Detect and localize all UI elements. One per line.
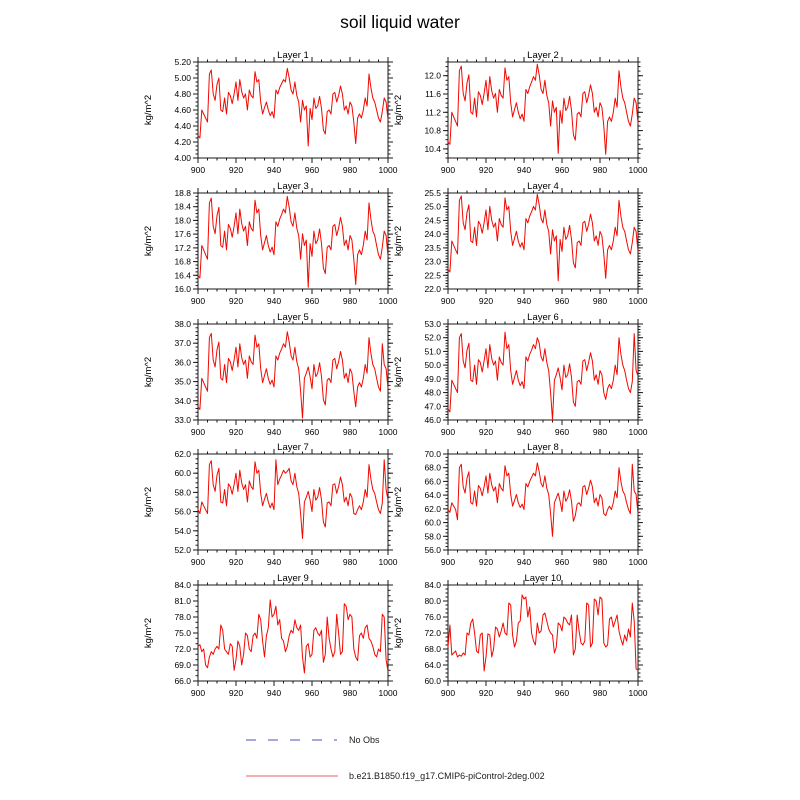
legend-item-case — [245, 771, 545, 781]
layer-8-svg — [390, 440, 650, 574]
x-tick-label: 980 — [592, 557, 608, 567]
x-tick-label: 1000 — [628, 427, 648, 437]
layer-7-plot — [140, 440, 400, 574]
x-tick-label: 1000 — [378, 557, 398, 567]
y-tick-label: 4.80 — [174, 89, 191, 99]
series-line — [198, 332, 388, 418]
y-tick-label: 35.0 — [174, 376, 191, 387]
x-tick-label: 960 — [304, 296, 320, 306]
y-tick-label: 37.0 — [174, 338, 191, 349]
y-tick-label: 64.0 — [424, 490, 441, 501]
y-tick-label: 17.6 — [174, 229, 191, 240]
x-tick-label: 920 — [478, 688, 494, 698]
x-tick-label: 980 — [342, 557, 358, 567]
x-tick-label: 940 — [516, 296, 532, 306]
x-tick-label: 900 — [190, 427, 206, 437]
x-tick-label: 1000 — [378, 688, 398, 698]
y-tick-label: 60.0 — [424, 517, 441, 528]
x-tick-label: 900 — [190, 296, 206, 306]
layer-6-plot — [390, 310, 650, 444]
y-tick-label: 38.0 — [174, 319, 191, 329]
x-tick-label: 900 — [440, 557, 456, 567]
series-line — [448, 595, 638, 671]
x-tick-label: 940 — [266, 165, 282, 175]
x-tick-label: 960 — [554, 427, 570, 437]
y-tick-label: 76.0 — [424, 612, 441, 622]
y-tick-label: 33.0 — [174, 415, 191, 425]
y-tick-label: 75.0 — [174, 628, 191, 638]
x-tick-label: 1000 — [628, 688, 648, 698]
y-tick-label: 54.0 — [174, 525, 191, 536]
x-tick-label: 920 — [228, 427, 244, 437]
y-tick-label: 68.0 — [424, 462, 441, 473]
x-tick-label: 960 — [304, 557, 320, 567]
panel-title: Layer 6 — [527, 312, 559, 323]
x-tick-label: 940 — [516, 557, 532, 567]
y-tick-label: 62.0 — [424, 503, 441, 514]
layer-1-svg — [140, 48, 400, 182]
panel-title: Layer 8 — [527, 442, 559, 453]
y-axis-label: kg/m^2 — [143, 356, 154, 388]
y-axis-label: kg/m^2 — [393, 225, 404, 257]
series-line — [448, 64, 638, 154]
y-tick-label: 22.0 — [424, 284, 441, 294]
layer-5-plot — [140, 310, 400, 444]
y-tick-label: 16.4 — [174, 270, 191, 281]
y-tick-label: 49.0 — [424, 373, 441, 384]
x-tick-label: 980 — [342, 296, 358, 306]
layer-6-svg — [390, 310, 650, 444]
y-axis-label: kg/m^2 — [143, 617, 154, 649]
y-tick-label: 5.20 — [174, 57, 191, 67]
y-tick-label: 18.8 — [174, 188, 191, 198]
y-tick-label: 84.0 — [174, 580, 191, 590]
x-tick-label: 920 — [478, 165, 494, 175]
y-tick-label: 12.0 — [424, 70, 441, 81]
x-tick-label: 980 — [592, 165, 608, 175]
layer-7-svg — [140, 440, 400, 574]
y-axis-label: kg/m^2 — [393, 617, 404, 649]
y-tick-label: 62.0 — [174, 449, 191, 459]
y-tick-label: 66.0 — [424, 476, 441, 487]
y-tick-label: 58.0 — [424, 531, 441, 542]
layer-3-plot — [140, 179, 400, 313]
y-tick-label: 18.4 — [174, 201, 191, 212]
y-tick-label: 46.0 — [424, 415, 441, 425]
y-tick-label: 60.0 — [424, 676, 441, 686]
x-tick-label: 960 — [304, 165, 320, 175]
x-tick-label: 980 — [592, 688, 608, 698]
y-tick-label: 53.0 — [424, 319, 441, 329]
x-tick-label: 980 — [342, 165, 358, 175]
case-solid-line — [245, 772, 340, 780]
y-tick-label: 24.0 — [424, 229, 441, 240]
layer-8-plot — [390, 440, 650, 574]
panel-title: Layer 5 — [277, 312, 309, 323]
chart-title: soil liquid water — [340, 12, 460, 32]
x-tick-label: 940 — [516, 165, 532, 175]
x-tick-label: 940 — [266, 557, 282, 567]
layer-9-svg — [140, 571, 400, 705]
y-tick-label: 4.60 — [174, 105, 191, 115]
x-tick-label: 980 — [342, 688, 358, 698]
y-tick-label: 68.0 — [424, 644, 441, 654]
y-tick-label: 23.0 — [424, 256, 441, 267]
layer-2-plot — [390, 48, 650, 182]
layer-2-svg — [390, 48, 650, 182]
layer-10-svg — [390, 571, 650, 705]
x-tick-label: 940 — [516, 427, 532, 437]
legend-item-no-obs — [245, 735, 380, 745]
legend-label-no-obs: No Obs — [349, 735, 380, 745]
x-tick-label: 920 — [478, 296, 494, 306]
y-tick-label: 16.0 — [174, 284, 191, 294]
y-tick-label: 11.2 — [425, 107, 441, 118]
y-tick-label: 17.2 — [174, 242, 191, 253]
y-tick-label: 10.8 — [424, 125, 441, 136]
y-tick-label: 22.5 — [424, 270, 441, 281]
series-line — [448, 463, 638, 536]
x-tick-label: 900 — [440, 427, 456, 437]
layer-10-plot — [390, 571, 650, 705]
series-line — [198, 600, 388, 673]
layer-1-plot — [140, 48, 400, 182]
series-line — [198, 68, 388, 146]
x-tick-label: 960 — [554, 688, 570, 698]
y-tick-label: 70.0 — [424, 449, 441, 459]
legend-label-case: b.e21.B1850.f19_g17.CMIP6-piControl-2deg.002 — [349, 771, 545, 781]
panel-title: Layer 3 — [277, 181, 309, 192]
y-tick-label: 4.20 — [174, 137, 191, 147]
panel-title: Layer 2 — [527, 50, 559, 61]
y-tick-label: 50.0 — [424, 360, 441, 371]
y-tick-label: 69.0 — [174, 660, 191, 670]
panel-title: Layer 4 — [527, 181, 559, 192]
series-line — [198, 460, 388, 539]
x-tick-label: 900 — [190, 165, 206, 175]
y-tick-label: 10.4 — [424, 143, 441, 154]
y-tick-label: 47.0 — [424, 401, 441, 412]
x-tick-label: 940 — [516, 688, 532, 698]
y-tick-label: 5.00 — [174, 73, 191, 83]
layer-9-plot — [140, 571, 400, 705]
y-axis-label: kg/m^2 — [143, 225, 154, 257]
y-tick-label: 23.5 — [424, 242, 441, 253]
x-tick-label: 1000 — [378, 296, 398, 306]
layer-4-plot — [390, 179, 650, 313]
x-tick-label: 900 — [190, 557, 206, 567]
layer-5-svg — [140, 310, 400, 444]
y-tick-label: 11.6 — [425, 89, 441, 99]
no-obs-dashed-line — [245, 736, 340, 744]
x-tick-label: 900 — [190, 688, 206, 698]
y-tick-label: 58.0 — [174, 487, 191, 498]
y-tick-label: 72.0 — [174, 644, 191, 654]
y-tick-label: 80.0 — [424, 596, 441, 606]
x-tick-label: 960 — [304, 427, 320, 437]
x-tick-label: 1000 — [378, 427, 398, 437]
x-tick-label: 900 — [440, 165, 456, 175]
y-axis-label: kg/m^2 — [393, 356, 404, 388]
series-line — [448, 194, 638, 280]
y-tick-label: 66.0 — [174, 676, 191, 686]
layer-3-svg — [140, 179, 400, 313]
y-tick-label: 64.0 — [424, 660, 441, 670]
y-axis-label: kg/m^2 — [143, 486, 154, 518]
y-tick-label: 72.0 — [424, 628, 441, 638]
x-tick-label: 920 — [228, 557, 244, 567]
y-tick-label: 60.0 — [174, 468, 191, 479]
y-tick-label: 4.40 — [174, 121, 191, 131]
y-axis-label: kg/m^2 — [393, 94, 404, 126]
y-tick-label: 51.0 — [424, 346, 441, 357]
panel-title: Layer 7 — [277, 442, 309, 453]
y-tick-label: 34.0 — [174, 395, 191, 406]
y-tick-label: 56.0 — [174, 506, 191, 517]
x-tick-label: 980 — [342, 427, 358, 437]
series-line — [198, 196, 388, 287]
y-tick-label: 18.0 — [174, 215, 191, 226]
x-tick-label: 980 — [592, 296, 608, 306]
x-tick-label: 920 — [478, 557, 494, 567]
x-tick-label: 920 — [478, 427, 494, 437]
y-tick-label: 25.0 — [424, 201, 441, 212]
x-tick-label: 960 — [554, 165, 570, 175]
x-tick-label: 960 — [554, 296, 570, 306]
panel-title: Layer 9 — [277, 573, 309, 584]
x-tick-label: 960 — [554, 557, 570, 567]
x-tick-label: 900 — [440, 688, 456, 698]
x-tick-label: 940 — [266, 427, 282, 437]
y-tick-label: 48.0 — [424, 387, 441, 398]
x-tick-label: 940 — [266, 688, 282, 698]
x-tick-label: 940 — [266, 296, 282, 306]
panel-title: Layer 10 — [524, 573, 562, 584]
y-tick-label: 24.5 — [424, 215, 441, 226]
x-tick-label: 980 — [592, 427, 608, 437]
x-tick-label: 1000 — [378, 165, 398, 175]
y-tick-label: 84.0 — [424, 580, 441, 590]
y-tick-label: 4.00 — [174, 153, 191, 163]
y-axis-label: kg/m^2 — [143, 94, 154, 126]
y-tick-label: 81.0 — [174, 596, 191, 606]
y-tick-label: 16.8 — [174, 256, 191, 267]
y-axis-label: kg/m^2 — [393, 486, 404, 518]
x-tick-label: 920 — [228, 688, 244, 698]
layer-4-svg — [390, 179, 650, 313]
x-tick-label: 920 — [228, 165, 244, 175]
y-tick-label: 52.0 — [424, 332, 441, 343]
x-tick-label: 1000 — [628, 296, 648, 306]
y-tick-label: 25.5 — [424, 188, 441, 198]
x-tick-label: 1000 — [628, 557, 648, 567]
x-tick-label: 920 — [228, 296, 244, 306]
x-tick-label: 900 — [440, 296, 456, 306]
x-tick-label: 960 — [304, 688, 320, 698]
y-tick-label: 52.0 — [174, 545, 191, 555]
y-tick-label: 36.0 — [174, 357, 191, 368]
y-tick-label: 56.0 — [424, 545, 441, 555]
series-line — [448, 332, 638, 420]
y-tick-label: 78.0 — [174, 612, 191, 622]
x-tick-label: 1000 — [628, 165, 648, 175]
panel-title: Layer 1 — [277, 50, 309, 61]
